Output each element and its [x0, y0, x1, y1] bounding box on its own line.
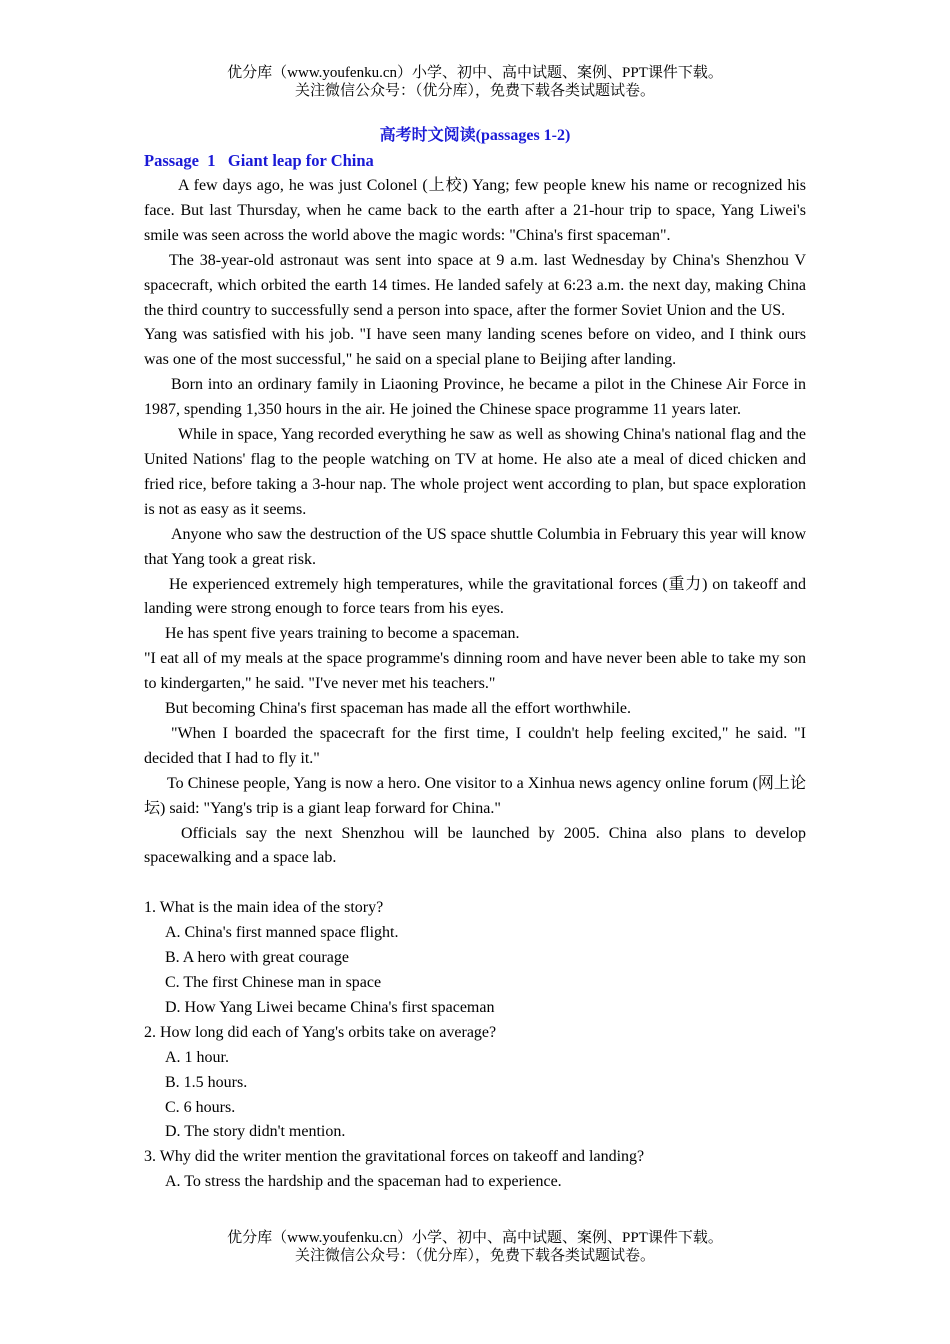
answer-option: A. 1 hour.	[165, 1048, 229, 1066]
page-header	[0, 64, 950, 100]
answer-option: A. To stress the hardship and the spaceman had to experience.	[165, 1173, 562, 1191]
page-footer	[0, 1229, 950, 1265]
paragraph: He experienced extremely high temperatures, while the gravitational forces (重力) on takeoff and landing were strong enough to force tears from his eyes.	[144, 575, 806, 618]
paragraph: While in space, Yang recorded everything he saw as well as showing China's national flag and the United Nations' flag to the people watching on TV at home. He also ate a meal of diced chicken and fried rice, before taking a 3-hour nap. The whole project went according to plan, but space exploration is not as easy as it seems.	[144, 426, 806, 518]
question-stem: 3. Why did the writer mention the gravitational forces on takeoff and landing?	[144, 1148, 645, 1166]
passage-title: Passage 1 Giant leap for China	[144, 151, 374, 170]
header-line-1: 优分库（www.youfenku.cn）小学、初中、高中试题、案例、PPT课件下载。	[227, 65, 723, 81]
paragraph: He has spent five years training to become a spaceman.	[165, 625, 520, 643]
question-stem: 2. How long did each of Yang's orbits take on average?	[144, 1023, 497, 1041]
paragraph: A few days ago, he was just Colonel (上校) Yang; few people knew his name or recognized his face. But last Thursday, when he came back to the earth after a 21-hour trip to space, Yang Liwei's smile was seen across the world above the magic words: "China's first spaceman".	[144, 177, 806, 244]
answer-option: D. The story didn't mention.	[165, 1123, 346, 1141]
passage-text	[144, 174, 806, 871]
document-body	[144, 124, 806, 1195]
section-spacer	[144, 871, 806, 896]
paragraph: Born into an ordinary family in Liaoning Province, he became a pilot in the Chinese Air Force in 1987, spending 1,350 hours in the air. He joined the Chinese space programme 11 years later.	[144, 376, 806, 419]
paragraph: "When I boarded the spacecraft for the first time, I couldn't help feeling excited," he said. "I decided that I had to fly it."	[144, 724, 806, 767]
header-line-2: 关注微信公众号：（优分库），免费下载各类试题试卷。	[294, 83, 655, 99]
document-title: 高考时文阅读(passages 1-2)	[379, 127, 571, 144]
answer-option: B. 1.5 hours.	[165, 1073, 248, 1091]
answer-option: B. A hero with great courage	[165, 949, 349, 967]
question-list	[144, 896, 806, 1195]
answer-option: C. 6 hours.	[165, 1098, 236, 1116]
answer-option: D. How Yang Liwei became China's first spaceman	[165, 998, 495, 1016]
paragraph: Anyone who saw the destruction of the US space shuttle Columbia in February this year will know that Yang took a great risk.	[144, 525, 806, 568]
answer-option: C. The first Chinese man in space	[165, 973, 382, 991]
footer-line-2: 关注微信公众号：（优分库），免费下载各类试题试卷。	[294, 1248, 655, 1264]
paragraph: But becoming China's first spaceman has made all the effort worthwhile.	[165, 700, 632, 718]
paragraph: "I eat all of my meals at the space programme's dinning room and have never been able to take my son to kindergarten," he said. "I've never met his teachers."	[144, 650, 806, 693]
answer-option: A. China's first manned space flight.	[165, 924, 399, 942]
paragraph: The 38-year-old astronaut was sent into space at 9 a.m. last Wednesday by China's Shenzhou V spacecraft, which orbited the earth 14 times. He landed safely at 6:23 a.m. the next day, making China the third country to successfully send a person into space, after the former Soviet Union and the US.	[144, 251, 806, 319]
question-stem: 1. What is the main idea of the story?	[144, 899, 384, 917]
footer-line-1: 优分库（www.youfenku.cn）小学、初中、高中试题、案例、PPT课件下载。	[227, 1230, 723, 1246]
paragraph: Officials say the next Shenzhou will be launched by 2005. China also plans to develop spacewalking and a space lab.	[144, 824, 806, 867]
paragraph: To Chinese people, Yang is now a hero. One visitor to a Xinhua news agency online forum (网上论坛) said: "Yang's trip is a giant leap forward for China."	[144, 774, 806, 817]
paragraph: Yang was satisfied with his job. "I have seen many landing scenes before on video, and I think ours was one of the most successful," he said on a special plane to Beijing after landing.	[144, 326, 806, 369]
